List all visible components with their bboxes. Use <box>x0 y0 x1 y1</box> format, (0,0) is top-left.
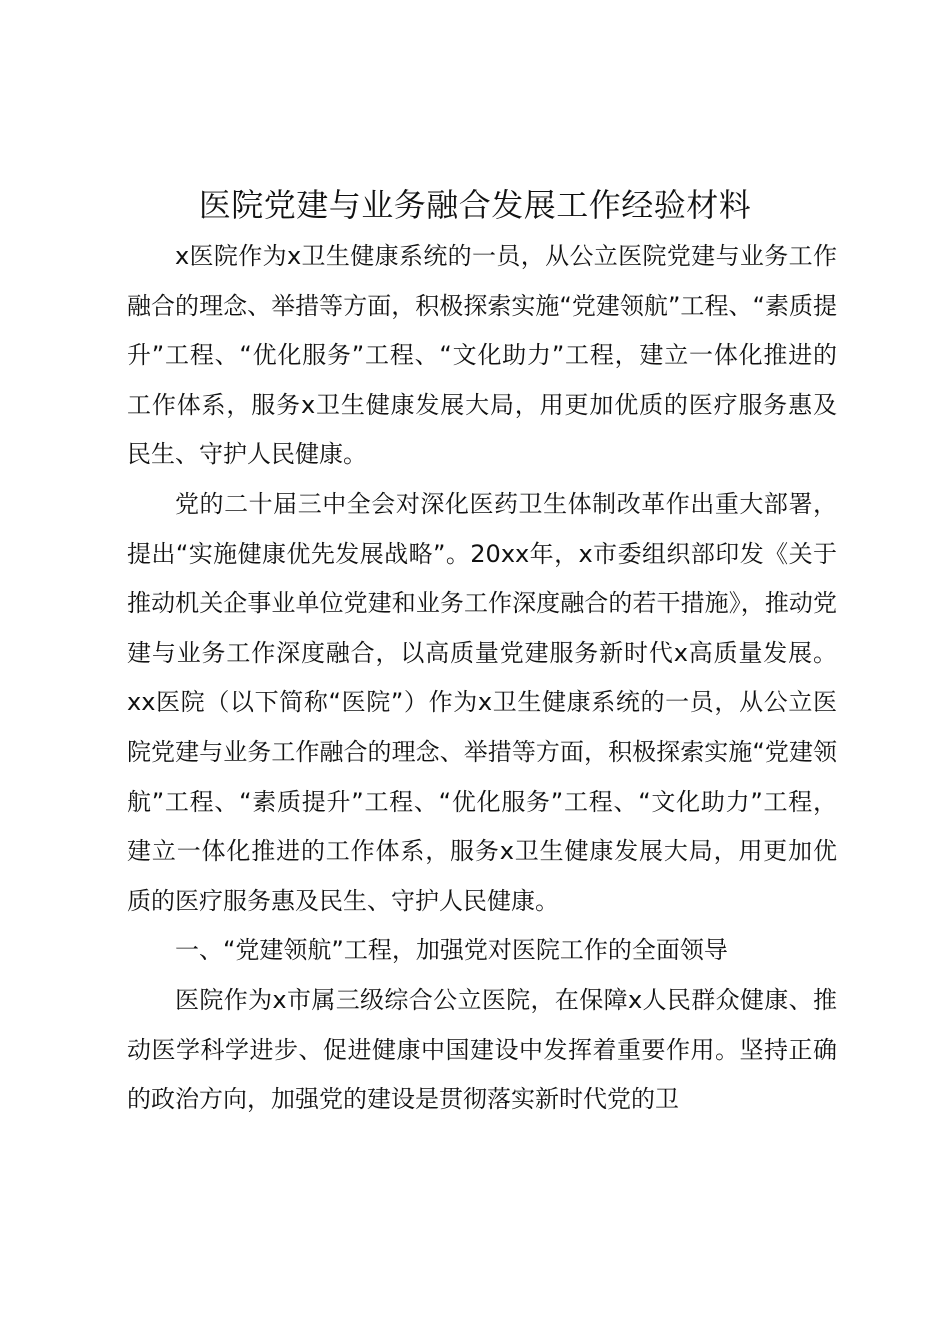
section-heading-1: 一、“党建领航”工程，加强党对医院工作的全面领导 <box>175 936 728 965</box>
document-body <box>127 232 837 1125</box>
paragraph-background: 党的二十届三中全会对深化医药卫生体制改革作出重大部署，提出“实施健康优先发展战略”。20xx年，x市委组织部印发《关于推动机关企事业单位党建和业务工作深度融合的若干措施》，推动党建与业务工作深度融合，以高质量党建服务新时代x高质量发展。xx医院（以下简称“医院”）作为x卫生健康系统的一员，从公立医院党建与业务工作融合的理念、举措等方面，积极探索实施“党建领航”工程、“素质提升”工程、“优化服务”工程、“文化助力”工程，建立一体化推进的工作体系，服务x卫生健康发展大局，用更加优质的医疗服务惠及民生、守护人民健康。 <box>127 489 837 915</box>
paragraph-section-1: 医院作为x市属三级综合公立医院，在保障x人民群众健康、推动医学科学进步、促进健康中国建设中发挥着重要作用。坚持正确的政治方向，加强党的建设是贯彻落实新时代党的卫 <box>127 985 837 1114</box>
paragraph-intro: x医院作为x卫生健康系统的一员，从公立医院党建与业务工作融合的理念、举措等方面，积极探索实施“党建领航”工程、“素质提升”工程、“优化服务”工程、“文化助力”工程，建立一体化推进的工作体系，服务x卫生健康发展大局，用更加优质的医疗服务惠及民生、守护人民健康。 <box>127 242 837 469</box>
document-title: 医院党建与业务融合发展工作经验材料 <box>198 186 752 224</box>
